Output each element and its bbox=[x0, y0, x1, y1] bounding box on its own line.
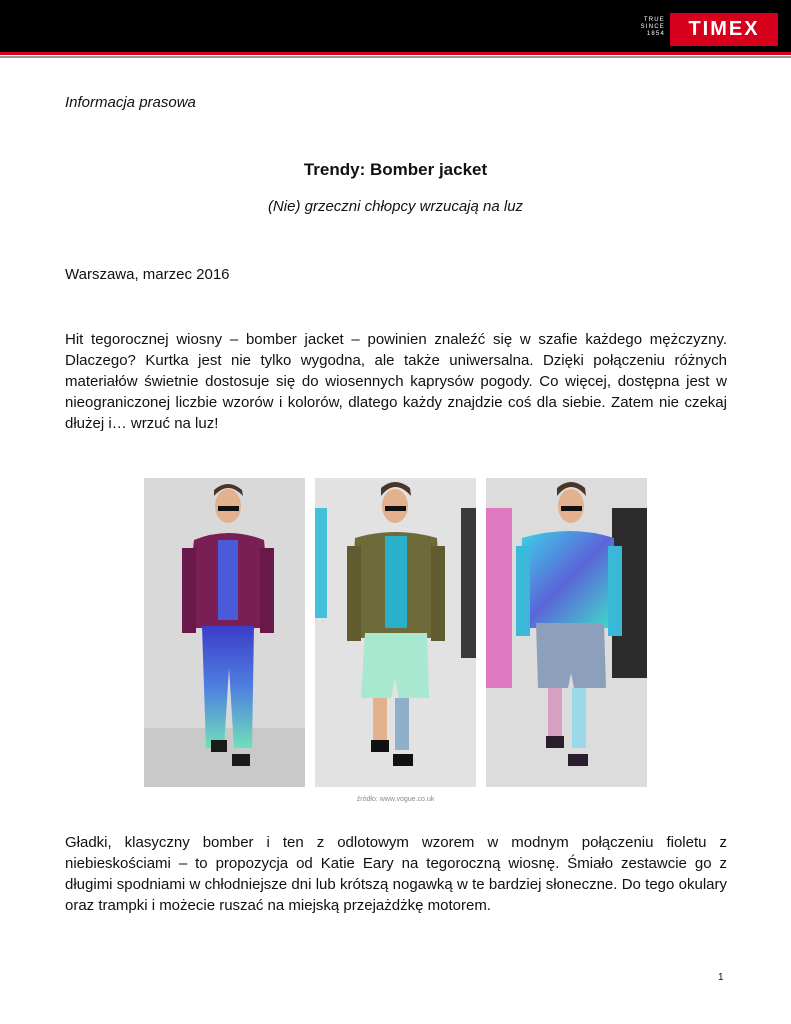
header-grey-rule bbox=[0, 56, 791, 58]
runway-photo-purple-bomber bbox=[144, 478, 305, 787]
brand-tagline-line-2: SINCE bbox=[640, 24, 665, 30]
runway-photo-khaki-bomber bbox=[315, 478, 476, 787]
document-label: Informacja prasowa bbox=[65, 94, 196, 111]
dateline: Warszawa, marzec 2016 bbox=[65, 266, 230, 283]
document-title: Trendy: Bomber jacket bbox=[303, 160, 488, 179]
header-red-rule bbox=[0, 52, 791, 55]
brand-tagline-line-3: 1854 bbox=[646, 31, 665, 37]
brand-logo: TIMEX bbox=[670, 13, 778, 46]
brand-tagline-line-1: TRUE bbox=[643, 17, 665, 23]
image-credit: źródło: www.vogue.co.uk bbox=[356, 796, 435, 803]
paragraph-description: Gładki, klasyczny bomber i ten z odlotowym wzorem w modnym połączeniu fioletu z niebieskościami – to propozycja od Katie Eary na tegoroczną wiosnę. Śmiało zestawcie go z długimi spodniami w chłodniejsze dni lub krótszą nogawką w te bardziej słoneczne. Do tego okulary oraz trampki i możecie ruszać na miejską przejażdżkę motorem. bbox=[65, 834, 727, 914]
paragraph-intro: Hit tegorocznej wiosny – bomber jacket – powinien znaleźć się w szafie każdego mężczyzny. Dlaczego? Kurtka jest nie tylko wygodna, ale także uniwersalna. Dzięki połączeniu różnych materiałów świetnie dostosuje się do wiosennych kaprysów pogody. Co więcej, dostępna jest w nieograniczonej liczbie wzorów i kolorów, dlatego każdy znajdzie coś dla siebie. Zatem nie czekaj dłużej i… wrzuć na luz! bbox=[65, 331, 727, 432]
page-number: 1 bbox=[718, 972, 724, 983]
document-subtitle: (Nie) grzeczni chłopcy wrzucają na luz bbox=[267, 198, 524, 215]
brand-tagline bbox=[629, 17, 665, 38]
runway-photo-patterned-bomber bbox=[486, 478, 647, 787]
